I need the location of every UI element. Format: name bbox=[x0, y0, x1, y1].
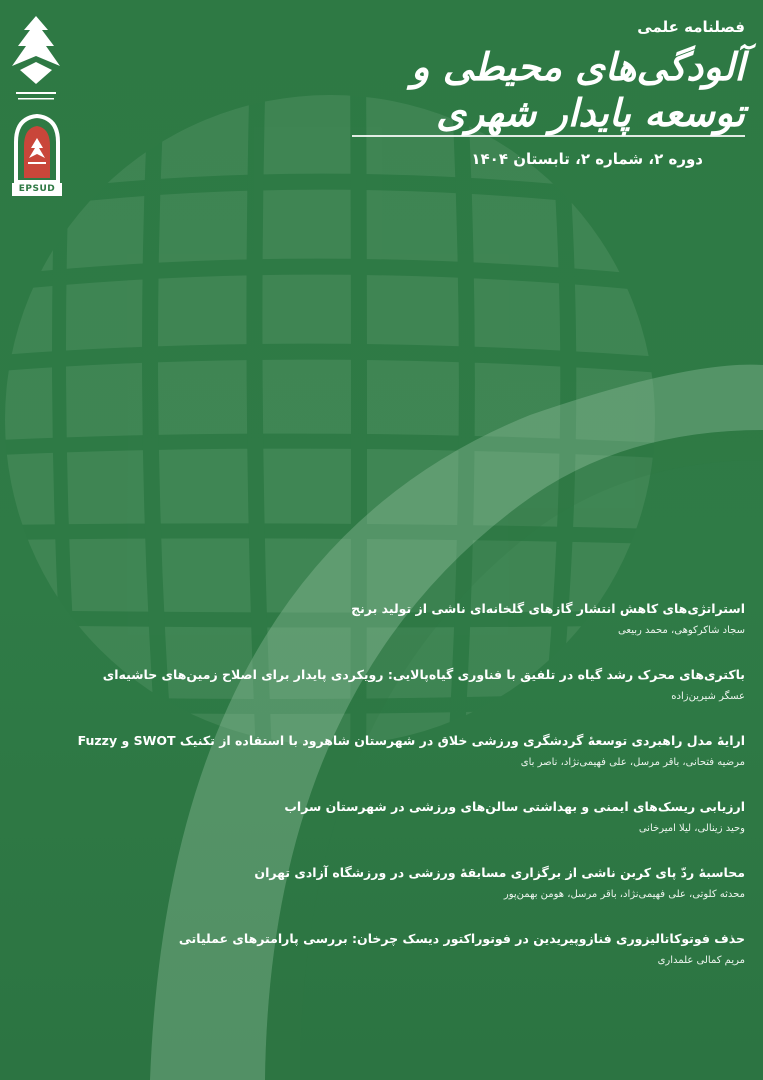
article-item[interactable] bbox=[102, 666, 745, 732]
article-item[interactable] bbox=[145, 864, 745, 930]
article-authors: محدثه کلوتی، علی فهیمی‌نژاد، باقر مرسل، هومن بهمن‌پور bbox=[503, 889, 745, 900]
epsud-label: EPSUD bbox=[12, 183, 62, 196]
article-authors: عسگر شیرین‌زاده bbox=[671, 691, 745, 702]
article-authors: وحید زینالی، لیلا امیرخانی bbox=[638, 823, 745, 834]
article-title: استراتژی‌های کاهش انتشار گازهای گلخانه‌ای ناشی از تولید برنج bbox=[351, 601, 745, 616]
article-title: ارزیابی ریسک‌های ایمنی و بهداشتی سالن‌های ورزشی در شهرستان سراب bbox=[284, 799, 745, 814]
journal-kicker: فصلنامه علمی bbox=[637, 18, 745, 36]
article-authors: مریم کمالی علمداری bbox=[657, 955, 745, 966]
issue-info: دوره ۲، شماره ۲، تابستان ۱۴۰۴ bbox=[471, 150, 703, 168]
article-title: حذف فوتوکاتالیزوری فنازوپیریدین در فوتوراکتور دیسک چرخان: بررسی پارامترهای عملیاتی bbox=[178, 931, 745, 946]
article-list bbox=[77, 600, 745, 996]
article-item[interactable] bbox=[145, 600, 745, 666]
article-item[interactable] bbox=[77, 732, 745, 798]
header-divider bbox=[352, 135, 745, 137]
article-item[interactable] bbox=[145, 798, 745, 864]
university-logo-icon bbox=[8, 12, 64, 110]
article-item[interactable] bbox=[145, 930, 745, 996]
article-authors: مرضیه فتحانی، باقر مرسل، علی فهیمی‌نژاد، ناصر بای bbox=[520, 757, 745, 768]
journal-title: آلودگی‌های محیطی و توسعه پایدار شهری bbox=[411, 44, 745, 135]
article-authors: سجاد شاکرکوهی، محمد ربیعی bbox=[618, 625, 745, 636]
article-title: باکتری‌های محرک رشد گیاه در تلفیق با فناوری گیاه‌پالایی: رویکردی پایدار برای اصلاح زمین‌های حاشیه‌ای bbox=[102, 667, 745, 682]
cover-header bbox=[325, 10, 745, 136]
article-title: ارایهٔ مدل راهبردی توسعهٔ گردشگری ورزشی خلاق در شهرستان شاهرود با استفاده از تکنیک SWOT و Fuzzy bbox=[77, 733, 745, 748]
article-title: محاسبهٔ ردّ پای کربن ناشی از برگزاری مسابقهٔ ورزشی در ورزشگاه آزادی تهران bbox=[254, 865, 745, 880]
